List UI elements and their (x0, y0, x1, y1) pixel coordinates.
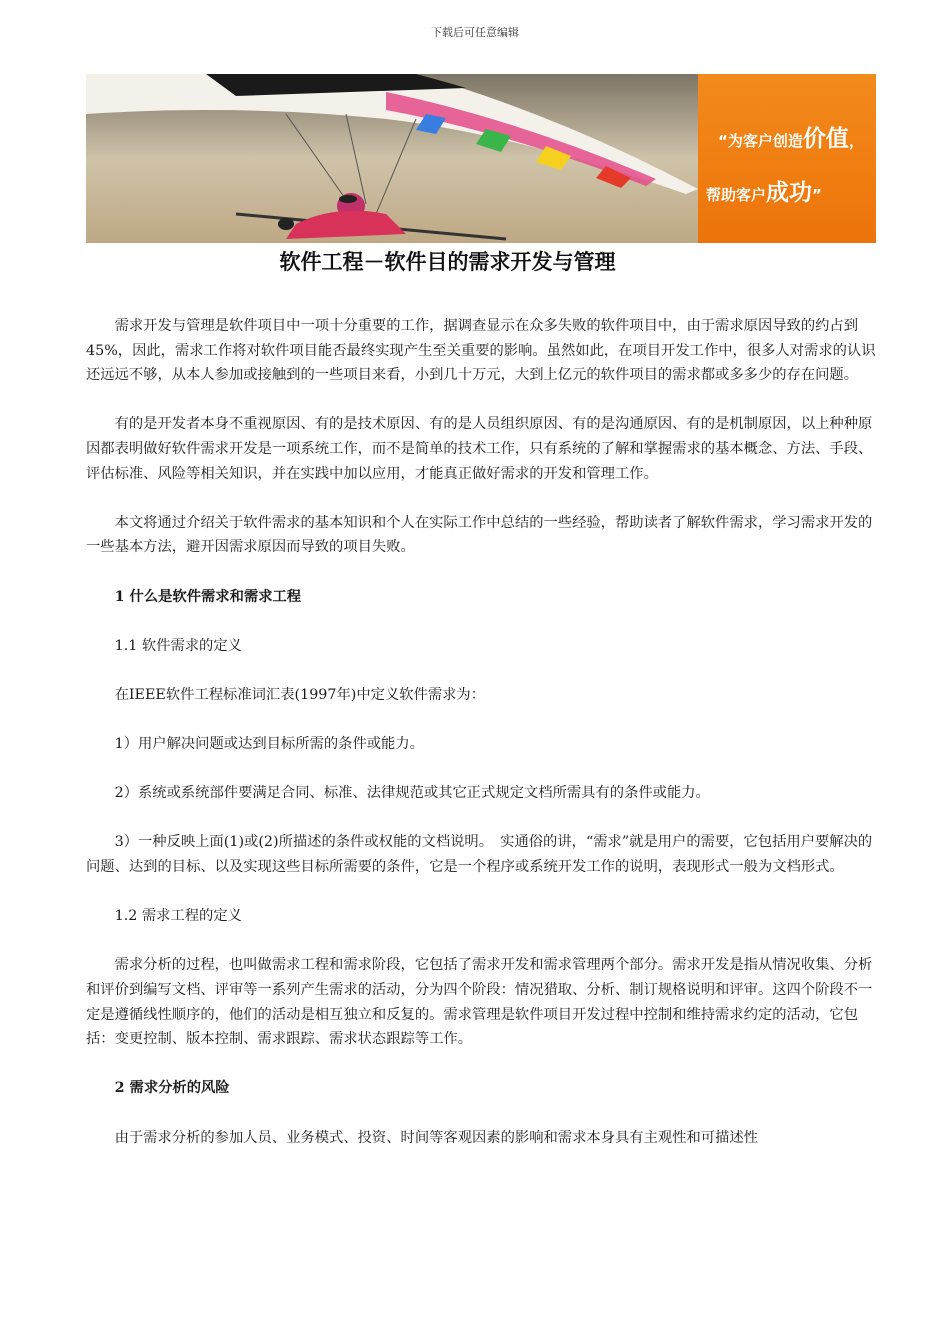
hang-glider-illustration (86, 74, 698, 243)
list-item: 3）一种反映上面(1)或(2)所描述的条件或权能的文档说明。 实通俗的讲，“需求”就是用户的需要，它包括用户要解决的问题、达到的目标、以及实现这些目标所需要的条件，它是一个程序或系统开发工作的说明，表现形式一般为文档形式。 (86, 834, 873, 876)
paragraph: 需求分析的过程，也叫做需求工程和需求阶段，它包括了需求开发和需求管理两个部分。需求开发是指从情况收集、分析和评价到编写文档、评审等一系列产生需求的活动，分为四个阶段：情况猎取、分析、制订规格说明和评审。这四个阶段不一定是遵循线性顺序的，他们的活动是相互独立和反复的。需求管理是软件项目开发过程中控制和维持需求约定的活动，它包括：变更控制、版本控制、需求跟踪、需求状态跟踪等工作。 (86, 957, 873, 1048)
banner (86, 74, 876, 243)
section-heading: 2 需求分析的风险 (114, 1080, 230, 1097)
subsection-heading: 1.1 软件需求的定义 (114, 637, 242, 654)
document-title: 软件工程－软件目的需求开发与管理 (279, 250, 616, 274)
list-item: 1）用户解决问题或达到目标所需的条件或能力。 (114, 736, 424, 753)
slogan-line-1: “为客户创造价值， (718, 126, 864, 152)
paragraph: 本文将通过介绍关于软件需求的基本知识和个人在实际工作中总结的一些经验，帮助读者了解软件需求，学习需求开发的一些基本方法，避开因需求原因而导致的项目失败。 (86, 514, 873, 556)
section-heading: 1 什么是软件需求和需求工程 (114, 588, 302, 605)
paragraph: 有的是开发者本身不重视原因、有的是技术原因、有的是人员组织原因、有的是沟通原因、有的是机制原因，以上种种原因都表明做好软件需求开发是一项系统工作，而不是简单的技术工作，只有系统的了解和掌握需求的基本概念、方法、手段、评估标准、风险等相关知识，并在实践中加以应用，才能真正做好需求的开发和管理工作。 (86, 416, 873, 482)
slogan-panel (698, 74, 876, 243)
list-item: 2）系统或系统部件要满足合同、标准、法律规范或其它正式规定文档所需具有的条件或能力。 (114, 785, 710, 802)
document-body (86, 314, 878, 1175)
paragraph: 由于需求分析的参加人员、业务模式、投资、时间等客观因素的影响和需求本身具有主观性和可描述性 (114, 1129, 758, 1146)
page-header-note: 下载后可任意编辑 (431, 26, 519, 39)
hang-glider-photo (86, 74, 698, 243)
slogan-line-2: 帮助客户成功” (706, 180, 822, 206)
subsection-heading: 1.2 需求工程的定义 (114, 908, 242, 925)
paragraph: 需求开发与管理是软件项目中一项十分重要的工作，据调查显示在众多失败的软件项目中，由于需求原因导致的约占到45%，因此，需求工作将对软件项目能否最终实现产生至关重要的影响。虽然如此，在项目开发工作中，很多人对需求的认识还远远不够，从本人参加或接触到的一些项目来看，小到几十万元，大到上亿元的软件项目的需求都或多多少的存在问题。 (86, 318, 876, 384)
paragraph: 在IEEE软件工程标准词汇表(1997年)中定义软件需求为： (114, 686, 486, 703)
